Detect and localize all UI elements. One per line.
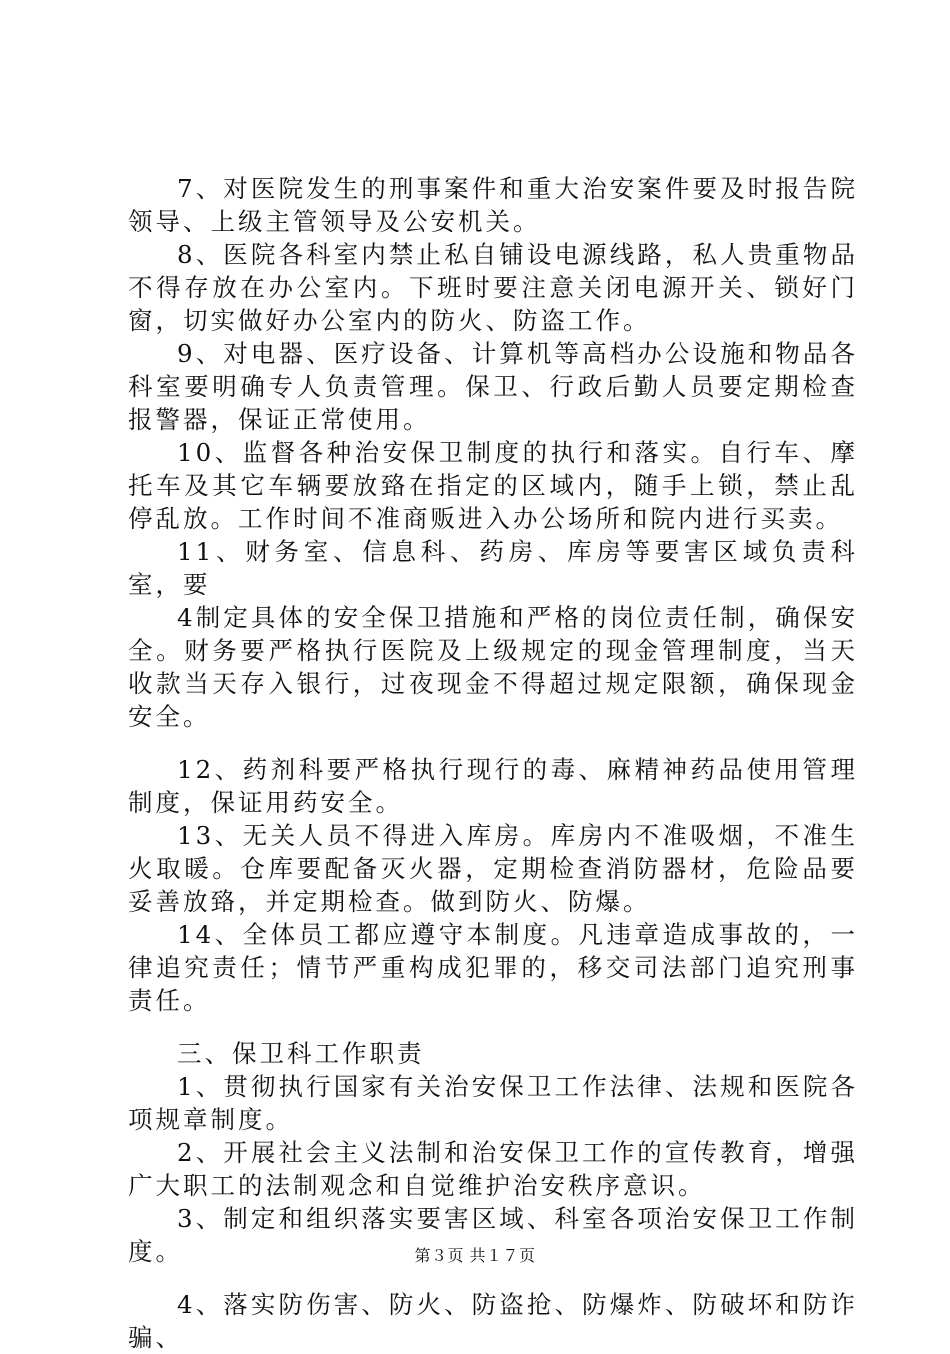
paragraph-item-9: 9、对电器、医疗设备、计算机等高档办公设施和物品各科室要明确专人负责管理。保卫、行政后勤人员要定期检查报警器，保证正常使用。 — [128, 339, 858, 434]
paragraph-item-13: 13、无关人员不得进入库房。库房内不准吸烟，不准生火取暖。仓库要配备灭火器，定期检查消防器材，危险品要妥善放臵，并定期检查。做到防火、防爆。 — [128, 821, 858, 916]
paragraph-item-11: 11、财务室、信息科、药房、库房等要害区域负责科室，要 — [128, 537, 858, 599]
paragraph-duty-1: 1、贯彻执行国家有关治安保卫工作法律、法规和医院各项规章制度。 — [128, 1072, 858, 1134]
paragraph-item-11-continued: 4制定具体的安全保卫措施和严格的岗位责任制，确保安全。财务要严格执行医院及上级规定的现金管理制度，当天收款当天存入银行，过夜现金不得超过规定限额，确保现金安全。 — [128, 603, 858, 731]
paragraph-item-14: 14、全体员工都应遵守本制度。凡违章造成事故的，一律追究责任；情节严重构成犯罪的，移交司法部门追究刑事责任。 — [128, 920, 858, 1015]
paragraph-duty-4: 4、落实防伤害、防火、防盗抢、防爆炸、防破坏和防诈骗、 — [128, 1290, 858, 1352]
paragraph-duty-2: 2、开展社会主义法制和治安保卫工作的宣传教育，增强广大职工的法制观念和自觉维护治安秩序意识。 — [128, 1138, 858, 1200]
paragraph-item-8: 8、医院各科室内禁止私自铺设电源线路，私人贵重物品不得存放在办公室内。下班时要注意关闭电源开关、锁好门窗，切实做好办公室内的防火、防盗工作。 — [128, 240, 858, 335]
page-number-footer: 第３页 共１７页 — [414, 1246, 536, 1265]
paragraph-item-12: 12、药剂科要严格执行现行的毒、麻精神药品使用管理制度，保证用药安全。 — [128, 755, 858, 817]
paragraph-item-7: 7、对医院发生的刑事案件和重大治安案件要及时报告院领导、上级主管领导及公安机关。 — [128, 174, 858, 236]
paragraph-item-10: 10、监督各种治安保卫制度的执行和落实。自行车、摩托车及其它车辆要放臵在指定的区域内，随手上锁，禁止乱停乱放。工作时间不准商贩进入办公场所和院内进行买卖。 — [128, 438, 858, 533]
section-heading-security-duties: 三、保卫科工作职责 — [177, 1039, 425, 1068]
document-body — [128, 172, 858, 1354]
paragraph-duty-3: 3、制定和组织落实要害区域、科室各项治安保卫工作制度。 — [128, 1204, 858, 1266]
